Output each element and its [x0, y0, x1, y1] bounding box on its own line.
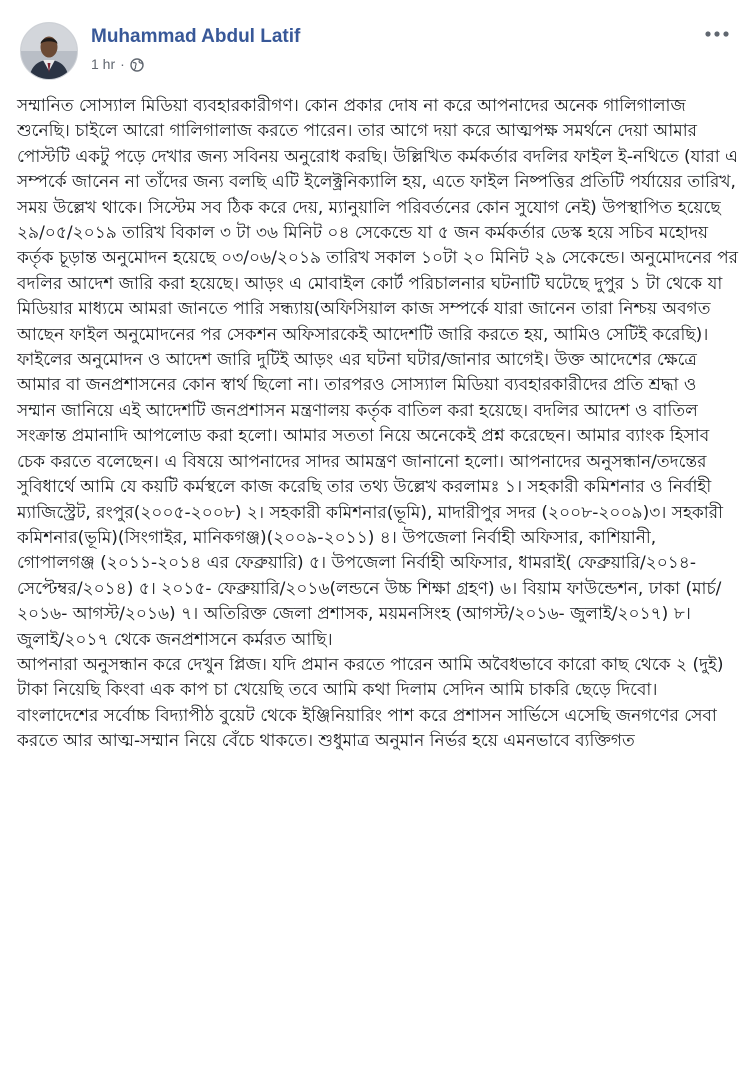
post-header	[0, 0, 750, 92]
avatar-photo	[21, 23, 77, 79]
post-text	[17, 94, 739, 755]
more-options-icon	[704, 30, 730, 38]
post-paragraph: সম্মানিত সোস্যাল মিডিয়া ব্যবহারকারীগণ। কোন প্রকার দোষ না করে আপনাদের অনেক গালিগালাজ শুনেছি। চাইলে আরো গালিগালাজ করতে পারেন। তার আগে দয়া করে আত্মপক্ষ সমর্থনে দেয়া আমার পোস্টটি একটু পড়ে দেখার জন্য সবিনয় অনুরোধ করছি। উল্লিখিত কর্মকর্তার বদলির ফাইল ই-নথিতে (যারা এ সম্পর্কে জানেন না তাঁদের জন্য বলছি এটি ইলেক্ট্রনিক্যালি হয়, এতে ফাইল নিষ্পত্তির প্রতিটি পর্যায়ের তারিখ, সময় উল্লেখ থাকে। সিস্টেম সব ঠিক করে দেয়, ম্যানুয়ালি পরিবর্তনের কোন সুযোগ নেই) উপস্থাপিত হয়েছে ২৯/০৫/২০১৯ তারিখ বিকাল ৩ টা ৩৬ মিনিট ০৪ সেকেন্ডে যা ৫ জন কর্মকর্তার ডেস্ক হয়ে সচিব মহোদয় কর্তৃক চূড়ান্ত অনুমোদন হয়েছে ০৩/০৬/২০১৯ তারিখ সকাল ১০টা ২০ মিনিট ২৯ সেকেন্ডে। অনুমোদনের পর বদলির আদেশ জারি করা হয়েছে। আড়ং এ মোবাইল কোর্ট পরিচালনার ঘটনাটি ঘটেছে দুপুর ১ টা থেকে যা মিডিয়ার মাধ্যমে আমরা জানতে পারি সন্ধ্যায়(অফিসিয়াল কাজ সম্পর্কে যারা জানেন তারা নিশ্চয় অবগত আছেন ফাইল অনুমোদনের পর সেকশন অফিসারকেই আদেশটি জারি করতে হয়, আমিও সেটিই করেছি)। ফাইলের অনুমোদন ও আদেশ জারি দুটিই আড়ং এর ঘটনা ঘটার/জানার আগেই। উক্ত আদেশের ক্ষেত্রে আমার বা জনপ্রশাসনের কোন স্বার্থ ছিলো না। তারপরও সোস্যাল মিডিয়া ব্যবহারকারীদের প্রতি শ্রদ্ধা ও সম্মান জানিয়ে এই আদেশটি জনপ্রশাসন মন্ত্রণালয় কর্তৃক বাতিল করা হয়েছে। বদলির আদেশ ও বাতিল সংক্রান্ত প্রমানাদি আপলোড করা হলো। আমার সততা নিয়ে অনেকেই প্রশ্ন করেছেন। আমার ব্যাংক হিসাব চেক করতে বলেছেন। এ বিষয়ে আপনাদের সাদর আমন্ত্রণ জানানো হলো। আপনাদের অনুসন্ধান/তদন্তের সুবিধার্থে আমি যে কয়টি কর্মস্থলে কাজ করেছি তার তথ্য উল্লেখ করলামঃ ১। সহকারী কমিশনার ও নির্বাহী ম্যাজিস্ট্রেট, রংপুর(২০০৫-২০০৮) ২। সহকারী কমিশনার(ভূমি), মাদারীপুর সদর (২০০৮-২০০৯)৩। সহকারী কমিশনার(ভূমি)(সিংগাইর, মানিকগঞ্জ)(২০০৯-২০১১) ৪। উপজেলা নির্বাহী অফিসার, কাশিয়ানী, গোপালগঞ্জ (২০১১-২০১৪ এর ফেব্রুয়ারি) ৫। উপজেলা নির্বাহী অফিসার, ধামরাই( ফেব্রুয়ারি/২০১৪- সেপ্টেম্বর/২০১৪) ৫। ২০১৫- ফেব্রুয়ারি/২০১৬(লন্ডনে উচ্চ শিক্ষা গ্রহণ) ৬। বিয়াম ফাউন্ডেশন, ঢাকা (মার্চ/২০১৬- আগস্ট/২০১৬) ৭। অতিরিক্ত জেলা প্রশাসক, ময়মনসিংহ (আগস্ট/২০১৬- জুলাই/২০১৭) ৮। জুলাই/২০১৭ থেকে জনপ্রশাসনে কর্মরত আছি।	[17, 96, 739, 650]
post-paragraph: আপনারা অনুসন্ধান করে দেখুন প্লিজ। যদি প্রমান করতে পারেন আমি অবৈধভাবে কারো কাছ থেকে ২ (দুই) টাকা নিয়েছি কিংবা এক কাপ চা খেয়েছি তবে আমি কথা দিলাম সেদিন আমি চাকরি ছেড়ে দিবো। বাংলাদেশের সর্বোচ্চ বিদ্যাপীঠ বুয়েট থেকে ইঞ্জিনিয়ারিং পাশ করে প্রশাসন সার্ভিসে এসেছি জনগণের সেবা করতে আর আত্ম-সম্মান নিয়ে বেঁচে থাকতে। শুধুমাত্র অনুমান নির্ভর হয়ে এমনভাবে ব্যক্তিগত	[17, 654, 724, 752]
post-timestamp[interactable]: 1 hr	[91, 56, 116, 72]
globe-icon[interactable]	[130, 58, 144, 72]
more-options-button[interactable]	[702, 22, 732, 46]
post-meta	[91, 56, 144, 72]
author-avatar[interactable]	[20, 22, 78, 80]
meta-separator: ·	[120, 56, 125, 72]
author-name-link[interactable]: Muhammad Abdul Latif	[91, 26, 301, 47]
